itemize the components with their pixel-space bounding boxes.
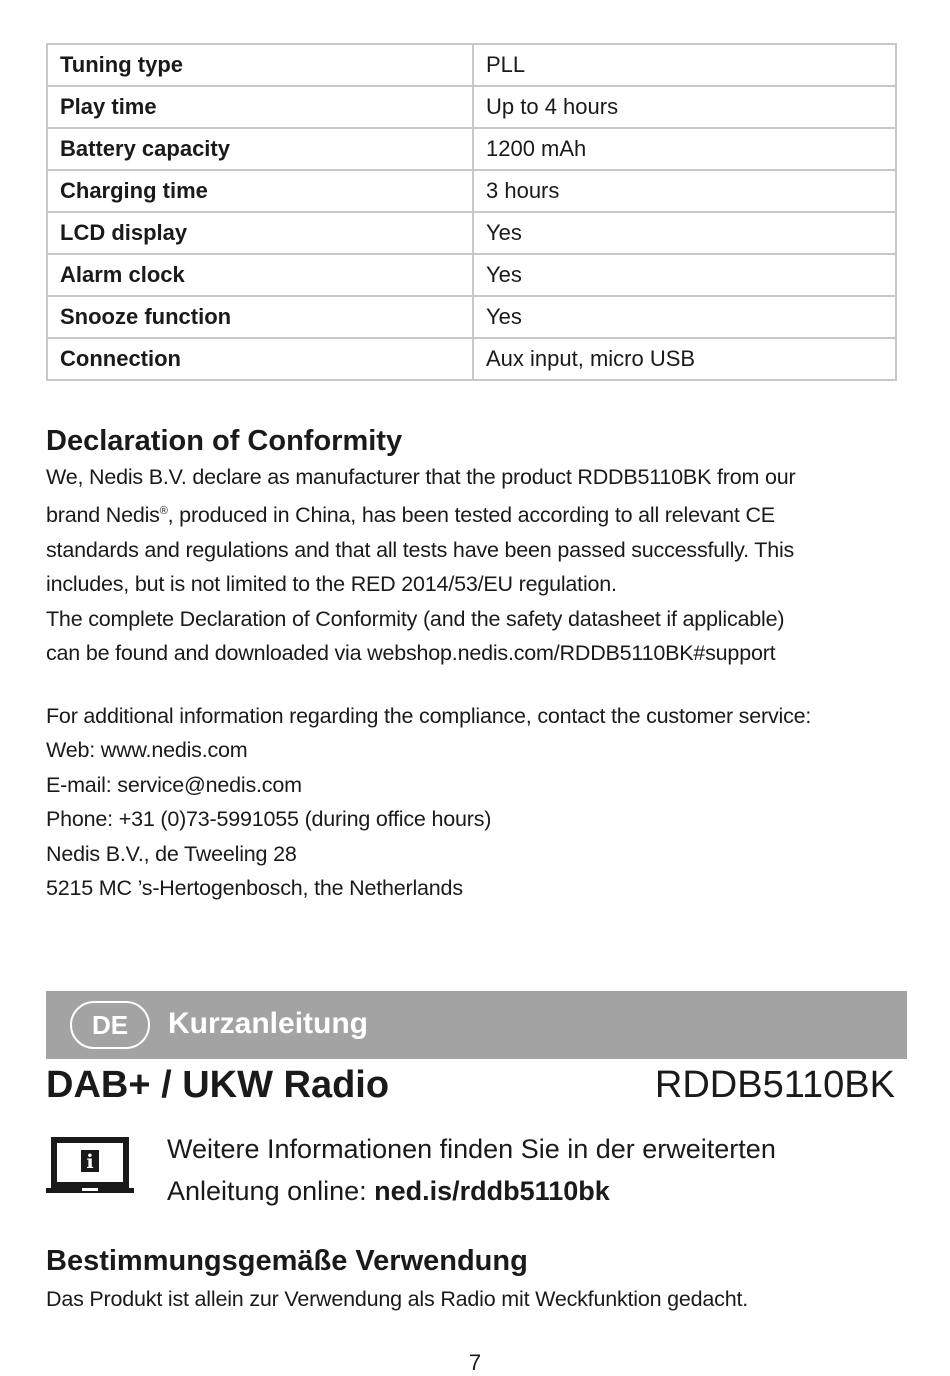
online-info-line [167,1170,776,1212]
page-number: 7 [468,1350,482,1375]
contact-info [46,699,906,905]
table-row [47,338,896,380]
spec-label: Charging time [47,170,473,212]
table-row [47,86,896,128]
declaration-line: can be found and downloaded via webshop.nedis.com/RDDB5110BK#support [46,641,776,666]
spec-value: Up to 4 hours [473,86,896,128]
spec-label: Snooze function [47,296,473,338]
intended-use-text: Das Produkt ist allein zur Verwendung als Radio mit Weckfunktion gedacht. [46,1287,749,1311]
specifications-table [46,43,897,381]
contact-web: Web: www.nedis.com [46,738,248,763]
spec-value: Aux input, micro USB [473,338,896,380]
table-row [47,128,896,170]
declaration-line: We, Nedis B.V. declare as manufacturer that the product RDDB5110BK from our [46,465,796,489]
spec-label: Battery capacity [47,128,473,170]
table-row [47,212,896,254]
spec-value: 3 hours [473,170,896,212]
registered-mark: ® [159,505,168,518]
laptop-info-icon [46,1137,134,1197]
contact-address: Nedis B.V., de Tweeling 28 [46,841,297,866]
product-name: DAB+ / UKW Radio [46,1064,390,1106]
declaration-text [46,460,906,671]
spec-value: PLL [473,44,896,86]
spec-label: Alarm clock [47,254,473,296]
online-manual-info [167,1128,776,1212]
spec-label: LCD display [47,212,473,254]
language-code-badge: DE [70,1001,150,1049]
declaration-line-rest: , produced in China, has been tested according to all relevant CE [167,503,775,528]
table-row [47,44,896,86]
online-info-prefix: Anleitung online: [167,1176,375,1206]
contact-city: 5215 MC ’s-Hertogenbosch, the Netherlands [46,876,463,901]
table-row [47,296,896,338]
table-row [47,170,896,212]
contact-phone: Phone: +31 (0)73-5991055 (during office hours) [46,807,492,832]
declaration-line: The complete Declaration of Conformity (and the safety datasheet if applicable) [46,606,785,631]
language-section-title: Kurzanleitung [168,1007,368,1040]
spec-label: Play time [47,86,473,128]
info-glyph: i [86,1151,94,1173]
intended-use-title: Bestimmungsgemäße Verwendung [46,1245,528,1277]
spec-value: Yes [473,296,896,338]
brand-text: brand Nedis [46,503,160,528]
declaration-line [46,494,906,533]
table-row [47,254,896,296]
spec-label: Tuning type [47,44,473,86]
spec-value: 1200 mAh [473,128,896,170]
declaration-line: standards and regulations and that all tests have been passed successfully. This [46,537,795,562]
online-info-line: Weitere Informationen finden Sie in der erweiterten [167,1134,776,1164]
language-section-bar [46,991,907,1059]
contact-email: E-mail: service@nedis.com [46,772,302,797]
spec-value: Yes [473,212,896,254]
spec-label: Connection [47,338,473,380]
declaration-title: Declaration of Conformity [46,425,403,457]
manual-link[interactable]: ned.is/rddb5110bk [374,1176,610,1206]
declaration-line: includes, but is not limited to the RED 2014/53/EU regulation. [46,572,617,597]
spec-value: Yes [473,254,896,296]
contact-intro: For additional information regarding the compliance, contact the customer service: [46,704,812,728]
model-code: RDDB5110BK [654,1064,895,1106]
